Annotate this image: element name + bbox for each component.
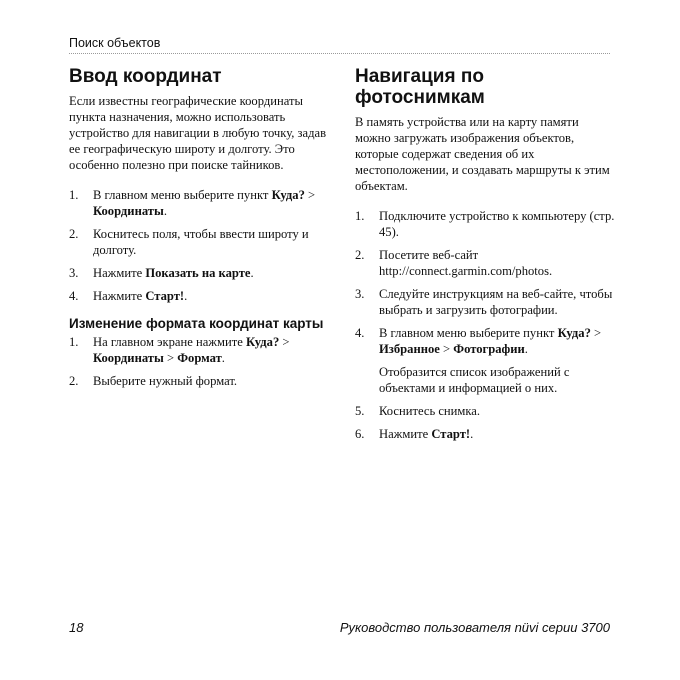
list-item: 3. Нажмите Показать на карте. (69, 266, 254, 280)
intro-paragraph: В память устройства или на карту памяти можно загружать изображения объектов, которые содержат сведения об их местоположении, и создавать маршруты к этим объектам. (355, 115, 610, 193)
list-item: 6. Нажмите Старт!. (355, 427, 474, 441)
steps-list (355, 208, 617, 442)
manual-title: Руководство пользователя nüvi серии 3700 (339, 620, 610, 635)
left-column (69, 66, 329, 396)
list-item: 1. В главном меню выберите пункт Куда? > Координаты. (69, 188, 316, 218)
list-item: 4. Нажмите Старт!. (69, 289, 188, 303)
step-note: Отобразится список изображений с объектами и информацией о них. (379, 365, 570, 395)
list-item: 1. На главном экране нажмите Куда? > Координаты > Формат. (69, 335, 290, 365)
list-item: 2. Посетите веб-сайт http://connect.garmin.com/photos. (355, 248, 553, 278)
section-title-coordinates: Ввод координат (69, 66, 222, 87)
list-item: 1. Подключите устройство к компьютеру (стр. 45). (355, 209, 615, 239)
intro-paragraph: Если известны географические координаты пункта назначения, можно использовать устройство для навигации в любую точку, задав ее географическую широту и долготу. Это особенно полезно при поиске тайников. (69, 94, 327, 172)
steps-list (69, 187, 329, 304)
header-rule (69, 53, 610, 54)
list-item: 2. Выберите нужный формат. (69, 374, 238, 388)
running-header: Поиск объектов (69, 36, 161, 50)
page-number: 18 (69, 620, 84, 635)
list-item: 3. Следуйте инструкциям на веб-сайте, чтобы выбрать и загрузить фотографии. (355, 287, 613, 317)
substeps-list (69, 334, 329, 389)
right-column (355, 66, 617, 449)
list-item: 2. Коснитесь поля, чтобы ввести широту и долготу. (69, 227, 309, 257)
subsection-title-format: Изменение формата координат карты (69, 316, 324, 331)
list-item: 5. Коснитесь снимка. (355, 404, 481, 418)
section-title-photo-navigation: Навигация по фотоснимкам (355, 66, 485, 108)
list-item: 4. В главном меню выберите пункт Куда? > Избранное > Фотографии. Отобразится список изображений с объектами и информацией о них. (355, 325, 617, 396)
